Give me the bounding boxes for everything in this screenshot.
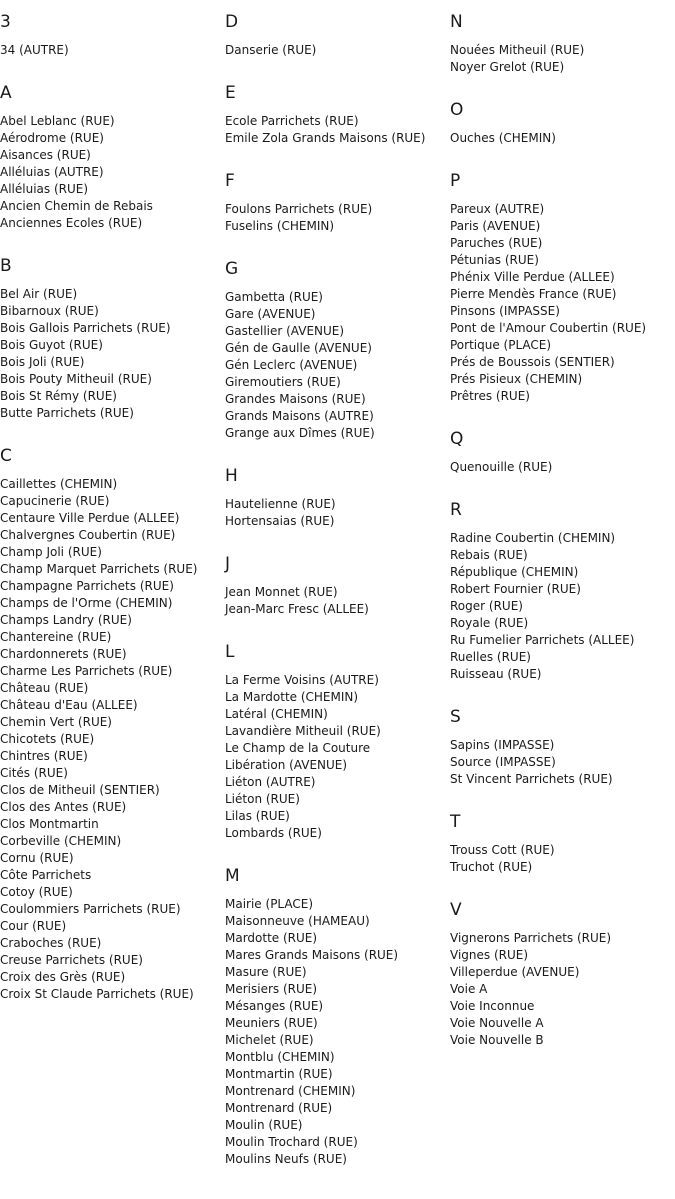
street-link[interactable]: Lilas (RUE) xyxy=(225,809,290,823)
street-link[interactable]: Mardotte (RUE) xyxy=(225,931,318,945)
letter-group xyxy=(450,707,675,788)
letter-group xyxy=(225,83,450,147)
street-link[interactable]: Chemin Vert (RUE) xyxy=(0,715,112,729)
street-link[interactable]: Cornu (RUE) xyxy=(0,851,74,865)
street-link[interactable]: Danserie (RUE) xyxy=(225,43,317,57)
street-link[interactable]: Bois Gallois Parrichets (RUE) xyxy=(0,321,171,335)
letter-group xyxy=(450,500,675,683)
street-link[interactable]: Source (IMPASSE) xyxy=(450,755,556,769)
street-link[interactable]: Foulons Parrichets (RUE) xyxy=(225,202,373,216)
street-link[interactable]: Rebais (RUE) xyxy=(450,548,528,562)
street-link[interactable]: Grands Maisons (AUTRE) xyxy=(225,409,374,423)
street-link[interactable]: Coulommiers Parrichets (RUE) xyxy=(0,902,181,916)
street-link[interactable]: Roger (RUE) xyxy=(450,599,523,613)
letter-heading: N xyxy=(450,12,463,32)
street-link[interactable]: Phénix Ville Perdue (ALLEE) xyxy=(450,270,615,284)
street-link[interactable]: Mares Grands Maisons (RUE) xyxy=(225,948,399,962)
street-link[interactable]: Michelet (RUE) xyxy=(225,1033,314,1047)
street-link[interactable]: Prés de Boussois (SENTIER) xyxy=(450,355,615,369)
street-link[interactable]: Moulins Neufs (RUE) xyxy=(225,1152,347,1166)
letter-group xyxy=(225,554,450,618)
letter-group xyxy=(450,429,675,476)
street-link[interactable]: Mésanges (RUE) xyxy=(225,999,324,1013)
letter-heading: 3 xyxy=(0,12,11,32)
street-link[interactable]: Libération (AVENUE) xyxy=(225,758,348,772)
letter-group xyxy=(450,12,675,76)
letter-heading: B xyxy=(0,256,12,276)
letter-heading: O xyxy=(450,100,464,120)
street-link[interactable]: Montmartin (RUE) xyxy=(225,1067,333,1081)
street-link[interactable]: Masure (RUE) xyxy=(225,965,307,979)
letter-heading: J xyxy=(225,554,231,574)
street-link[interactable]: Grandes Maisons (RUE) xyxy=(225,392,366,406)
street-link[interactable]: Aérodrome (RUE) xyxy=(0,131,104,145)
letter-group xyxy=(225,466,450,530)
street-list xyxy=(225,584,450,618)
street-link[interactable]: Clos des Antes (RUE) xyxy=(0,800,127,814)
street-list xyxy=(450,737,675,788)
street-link[interactable]: Centaure Ville Perdue (ALLEE) xyxy=(0,511,180,525)
letter-heading: F xyxy=(225,171,235,191)
street-link[interactable]: Portique (PLACE) xyxy=(450,338,552,352)
letter-group xyxy=(225,642,450,842)
letter-heading: E xyxy=(225,83,236,103)
street-link[interactable]: La Mardotte (CHEMIN) xyxy=(225,690,359,704)
letter-group xyxy=(225,866,450,1168)
street-list xyxy=(0,113,225,232)
street-link[interactable]: Gén Leclerc (AVENUE) xyxy=(225,358,358,372)
letter-group xyxy=(225,259,450,442)
street-link[interactable]: Croix St Claude Parrichets (RUE) xyxy=(0,987,194,1001)
street-link[interactable]: Corbeville (CHEMIN) xyxy=(0,834,122,848)
street-list xyxy=(225,496,450,530)
street-link[interactable]: Liéton (AUTRE) xyxy=(225,775,316,789)
street-list xyxy=(225,672,450,842)
street-list xyxy=(225,896,450,1168)
street-list xyxy=(450,930,675,1049)
street-link[interactable]: Ouches (CHEMIN) xyxy=(450,131,556,145)
street-link[interactable]: La Ferme Voisins (AUTRE) xyxy=(225,673,379,687)
column-1 xyxy=(0,0,225,1003)
street-link[interactable]: Trouss Cott (RUE) xyxy=(450,843,555,857)
street-link[interactable]: Lombards (RUE) xyxy=(225,826,322,840)
letter-heading: A xyxy=(0,83,12,103)
street-link[interactable]: Abel Leblanc (RUE) xyxy=(0,114,115,128)
street-link[interactable]: Grange aux Dîmes (RUE) xyxy=(225,426,375,440)
street-link[interactable]: Château (RUE) xyxy=(0,681,89,695)
street-link[interactable]: Giremoutiers (RUE) xyxy=(225,375,341,389)
street-link[interactable]: Butte Parrichets (RUE) xyxy=(0,406,134,420)
street-list xyxy=(450,201,675,405)
street-list xyxy=(450,530,675,683)
letter-group xyxy=(450,812,675,876)
letter-group xyxy=(0,12,225,59)
letter-heading: L xyxy=(225,642,235,662)
street-link[interactable]: Lavandière Mitheuil (RUE) xyxy=(225,724,381,738)
street-link[interactable]: Royale (RUE) xyxy=(450,616,529,630)
street-link[interactable]: Gastellier (AVENUE) xyxy=(225,324,345,338)
street-link[interactable]: Hautelienne (RUE) xyxy=(225,497,336,511)
street-link[interactable]: Ruelles (RUE) xyxy=(450,650,531,664)
street-link[interactable]: Alléluias (RUE) xyxy=(0,182,89,196)
street-link[interactable]: Pierre Mendès France (RUE) xyxy=(450,287,617,301)
street-list xyxy=(225,42,450,59)
street-link[interactable]: Paruches (RUE) xyxy=(450,236,543,250)
street-link[interactable]: Anciennes Ecoles (RUE) xyxy=(0,216,143,230)
street-link[interactable]: Moulin (RUE) xyxy=(225,1118,303,1132)
letter-heading: H xyxy=(225,466,238,486)
street-link[interactable]: Ru Fumelier Parrichets (ALLEE) xyxy=(450,633,635,647)
letter-group xyxy=(450,900,675,1049)
street-link[interactable]: Voie Inconnue xyxy=(450,999,535,1013)
letter-group xyxy=(0,83,225,232)
street-link[interactable]: Chardonnerets (RUE) xyxy=(0,647,127,661)
street-link[interactable]: Capucinerie (RUE) xyxy=(0,494,110,508)
street-link[interactable]: Ecole Parrichets (RUE) xyxy=(225,114,359,128)
street-link[interactable]: Quenouille (RUE) xyxy=(450,460,553,474)
street-link[interactable]: Montblu (CHEMIN) xyxy=(225,1050,335,1064)
letter-heading: Q xyxy=(450,429,464,449)
street-link[interactable]: Ancien Chemin de Rebais xyxy=(0,199,153,213)
street-link[interactable]: Champ Marquet Parrichets (RUE) xyxy=(0,562,198,576)
street-link[interactable]: Bois Pouty Mitheuil (RUE) xyxy=(0,372,152,386)
letter-group xyxy=(225,171,450,235)
street-list xyxy=(450,42,675,76)
column-2 xyxy=(225,0,450,1168)
street-link[interactable]: 34 (AUTRE) xyxy=(0,43,69,57)
street-list xyxy=(225,201,450,235)
street-link[interactable]: Chantereine (RUE) xyxy=(0,630,112,644)
street-link[interactable]: Voie A xyxy=(450,982,488,996)
street-link[interactable]: Ruisseau (RUE) xyxy=(450,667,542,681)
letter-heading: P xyxy=(450,171,461,191)
street-link[interactable]: Clos Montmartin xyxy=(0,817,99,831)
street-list xyxy=(450,842,675,876)
street-link[interactable]: Bois Guyot (RUE) xyxy=(0,338,103,352)
street-link[interactable]: Truchot (RUE) xyxy=(450,860,533,874)
letter-group xyxy=(0,256,225,422)
letter-group xyxy=(450,100,675,147)
street-link[interactable]: Villeperdue (AVENUE) xyxy=(450,965,580,979)
street-link[interactable]: Radine Coubertin (CHEMIN) xyxy=(450,531,616,545)
street-link[interactable]: Champs Landry (RUE) xyxy=(0,613,132,627)
street-link[interactable]: Chalvergnes Coubertin (RUE) xyxy=(0,528,176,542)
letter-heading: S xyxy=(450,707,461,727)
street-link[interactable]: République (CHEMIN) xyxy=(450,565,579,579)
street-list xyxy=(450,130,675,147)
street-link[interactable]: Champ Joli (RUE) xyxy=(0,545,102,559)
street-link[interactable]: Voie Nouvelle B xyxy=(450,1033,544,1047)
street-link[interactable]: Vignerons Parrichets (RUE) xyxy=(450,931,612,945)
letter-heading: V xyxy=(450,900,462,920)
street-link[interactable]: Nouées Mitheuil (RUE) xyxy=(450,43,585,57)
street-link[interactable]: Croix des Grès (RUE) xyxy=(0,970,126,984)
street-link[interactable]: Chicotets (RUE) xyxy=(0,732,95,746)
street-link[interactable]: Robert Fournier (RUE) xyxy=(450,582,581,596)
street-link[interactable]: Gén de Gaulle (AVENUE) xyxy=(225,341,372,355)
letter-group xyxy=(0,446,225,1003)
street-link[interactable]: Cour (RUE) xyxy=(0,919,67,933)
street-link[interactable]: Alléluias (AUTRE) xyxy=(0,165,104,179)
street-link[interactable]: Moulin Trochard (RUE) xyxy=(225,1135,358,1149)
street-link[interactable]: Sapins (IMPASSE) xyxy=(450,738,555,752)
letter-heading: M xyxy=(225,866,240,886)
street-link[interactable]: Château d'Eau (ALLEE) xyxy=(0,698,138,712)
street-link[interactable]: St Vincent Parrichets (RUE) xyxy=(450,772,613,786)
letter-heading: T xyxy=(450,812,461,832)
street-link[interactable]: Bois Joli (RUE) xyxy=(0,355,85,369)
street-link[interactable]: Noyer Grelot (RUE) xyxy=(450,60,565,74)
street-link[interactable]: Prêtres (RUE) xyxy=(450,389,530,403)
letter-group xyxy=(225,12,450,59)
letter-heading: D xyxy=(225,12,239,32)
street-link[interactable]: Champs de l'Orme (CHEMIN) xyxy=(0,596,173,610)
street-link[interactable]: Merisiers (RUE) xyxy=(225,982,318,996)
street-link[interactable]: Caillettes (CHEMIN) xyxy=(0,477,118,491)
street-link[interactable]: Liéton (RUE) xyxy=(225,792,300,806)
letter-heading: G xyxy=(225,259,239,279)
street-link[interactable]: Aisances (RUE) xyxy=(0,148,91,162)
street-link[interactable]: Craboches (RUE) xyxy=(0,936,102,950)
column-3 xyxy=(450,0,675,1049)
street-link[interactable]: Côte Parrichets xyxy=(0,868,92,882)
street-link[interactable]: Prés Pisieux (CHEMIN) xyxy=(450,372,583,386)
street-link[interactable]: Pinsons (IMPASSE) xyxy=(450,304,560,318)
street-link[interactable]: Pétunias (RUE) xyxy=(450,253,539,267)
street-link[interactable]: Gambetta (RUE) xyxy=(225,290,323,304)
street-link[interactable]: Chintres (RUE) xyxy=(0,749,88,763)
street-list xyxy=(0,286,225,422)
street-link[interactable]: Champagne Parrichets (RUE) xyxy=(0,579,174,593)
street-link[interactable]: Voie Nouvelle A xyxy=(450,1016,544,1030)
street-list xyxy=(450,459,675,476)
street-link[interactable]: Charme Les Parrichets (RUE) xyxy=(0,664,173,678)
street-link[interactable]: Montrenard (CHEMIN) xyxy=(225,1084,356,1098)
letter-heading: R xyxy=(450,500,462,520)
street-link[interactable]: Bibarnoux (RUE) xyxy=(0,304,99,318)
street-link[interactable]: Vignes (RUE) xyxy=(450,948,529,962)
street-link[interactable]: Emile Zola Grands Maisons (RUE) xyxy=(225,131,426,145)
street-link[interactable]: Bois St Rémy (RUE) xyxy=(0,389,117,403)
street-list xyxy=(225,113,450,147)
street-link[interactable]: Paris (AVENUE) xyxy=(450,219,541,233)
street-link[interactable]: Gare (AVENUE) xyxy=(225,307,316,321)
street-link[interactable]: Mairie (PLACE) xyxy=(225,897,314,911)
street-link[interactable]: Latéral (CHEMIN) xyxy=(225,707,328,721)
street-link[interactable]: Jean Monnet (RUE) xyxy=(225,585,338,599)
street-link[interactable]: Montrenard (RUE) xyxy=(225,1101,333,1115)
letter-group xyxy=(450,171,675,405)
street-link[interactable]: Creuse Parrichets (RUE) xyxy=(0,953,143,967)
street-link[interactable]: Le Champ de la Couture xyxy=(225,741,371,755)
street-list xyxy=(0,42,225,59)
letter-heading: C xyxy=(0,446,12,466)
street-link[interactable]: Pont de l'Amour Coubertin (RUE) xyxy=(450,321,647,335)
street-link[interactable]: Fuselins (CHEMIN) xyxy=(225,219,335,233)
street-link[interactable]: Meuniers (RUE) xyxy=(225,1016,318,1030)
street-link[interactable]: Pareux (AUTRE) xyxy=(450,202,545,216)
street-list xyxy=(225,289,450,442)
street-link[interactable]: Cotoy (RUE) xyxy=(0,885,73,899)
street-list xyxy=(0,476,225,1003)
street-link[interactable]: Maisonneuve (HAMEAU) xyxy=(225,914,370,928)
street-link[interactable]: Jean-Marc Fresc (ALLEE) xyxy=(225,602,369,616)
street-link[interactable]: Hortensaias (RUE) xyxy=(225,514,335,528)
street-link[interactable]: Bel Air (RUE) xyxy=(0,287,78,301)
street-link[interactable]: Clos de Mitheuil (SENTIER) xyxy=(0,783,160,797)
street-link[interactable]: Cités (RUE) xyxy=(0,766,68,780)
